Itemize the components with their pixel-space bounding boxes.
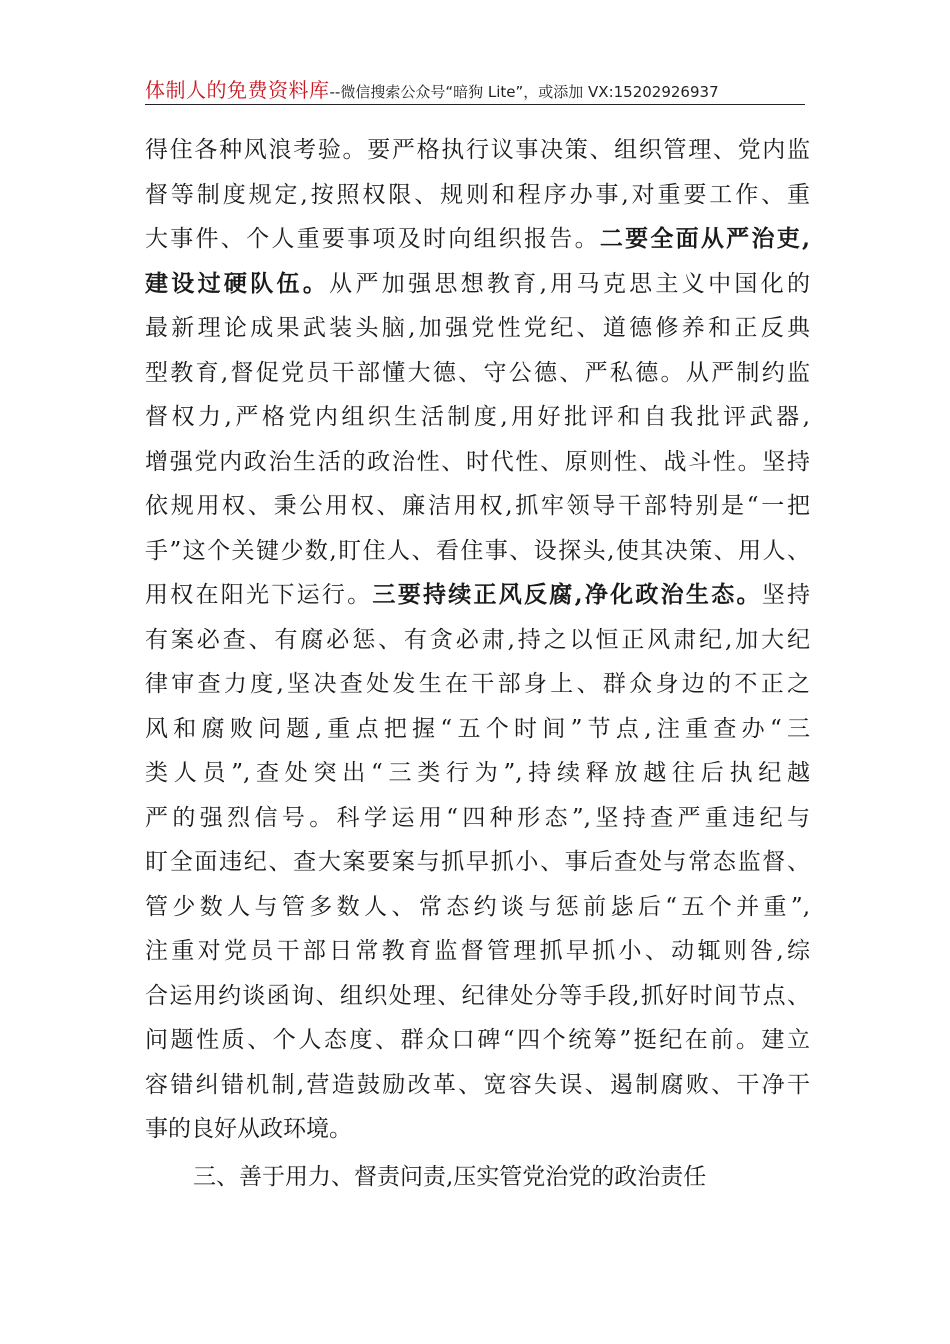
- text-line: 得住各种风浪考验。要严格执行议事决策、组织管理、党内监: [145, 137, 810, 163]
- body-paragraph: [145, 128, 810, 1152]
- text-line: 合运用约谈函询、组织处理、纪律处分等手段,抓好时间节点、: [145, 982, 810, 1009]
- text-line: 手”这个关键少数,盯住人、看住事、设探头,使其决策、用人、: [145, 537, 810, 564]
- text-line: 有案必查、有腐必惩、有贪必肃,持之以恒正风肃纪,加大纪: [145, 626, 810, 653]
- text-line: 容错纠错机制,营造鼓励改革、宽容失误、遏制腐败、干净干: [145, 1071, 810, 1098]
- text-line: 类人员”,查处突出“三类行为”,持续释放越往后执纪越: [145, 760, 810, 786]
- text-line: 建设过硬队伍。从严加强思想教育,用马克思主义中国化的: [145, 269, 811, 297]
- text-line: 律审查力度,坚决查处发生在干部身上、群众身边的不正之: [145, 671, 810, 697]
- text-line: 注重对党员干部日常教育监督管理抓早抓小、动辄则咎,综: [145, 938, 810, 964]
- text-line: 督等制度规定,按照权限、规则和程序办事,对重要工作、重: [145, 181, 810, 208]
- text-line: 大事件、个人重要事项及时向组织报告。二要全面从严治吏,: [145, 225, 811, 252]
- text-line: 依规用权、秉公用权、廉洁用权,抓牢领导干部特别是“一把: [145, 493, 810, 519]
- text-line: 严的强烈信号。科学运用“四种形态”,坚持查严重违纪与: [145, 804, 810, 831]
- text-line: 督权力,严格党内组织生活制度,用好批评和自我批评武器,: [145, 404, 810, 430]
- watermark-header: [145, 74, 805, 105]
- text-line: 管少数人与管多数人、常态约谈与惩前毖后“五个并重”,: [145, 893, 810, 920]
- section-heading: 三、善于用力、督责问责,压实管党治党的政治责任: [193, 1164, 707, 1190]
- text-line: 用权在阳光下运行。三要持续正风反腐,净化政治生态。坚持: [145, 581, 811, 608]
- emphasis-point-three: 三要持续正风反腐,净化政治生态。: [372, 581, 762, 608]
- header-brand: 体制人的免费资料库: [145, 78, 330, 102]
- header-note: --微信搜索公众号“暗狗 Lite”，或添加 VX:15202926937: [329, 83, 719, 101]
- text-line: 最新理论成果武装头脑,加强党性党纪、道德修养和正反典: [145, 315, 810, 341]
- emphasis-point-two: 二要全面从严治吏,: [599, 225, 811, 252]
- text-line: 问题性质、个人态度、群众口碑“四个统筹”挺纪在前。建立: [145, 1027, 810, 1053]
- text-line: 风和腐败问题,重点把握“五个时间”节点,注重查办“三: [145, 715, 810, 742]
- text-line: 事的良好从政环境。: [145, 1116, 352, 1142]
- text-line: 增强党内政治生活的政治性、时代性、原则性、战斗性。坚持: [145, 448, 810, 475]
- emphasis-point-two-cont: 建设过硬队伍。: [145, 269, 330, 297]
- text-line: 型教育,督促党员干部懂大德、守公德、严私德。从严制约监: [145, 359, 810, 386]
- text-line: 盯全面违纪、查大案要案与抓早抓小、事后查处与常态监督、: [145, 849, 810, 875]
